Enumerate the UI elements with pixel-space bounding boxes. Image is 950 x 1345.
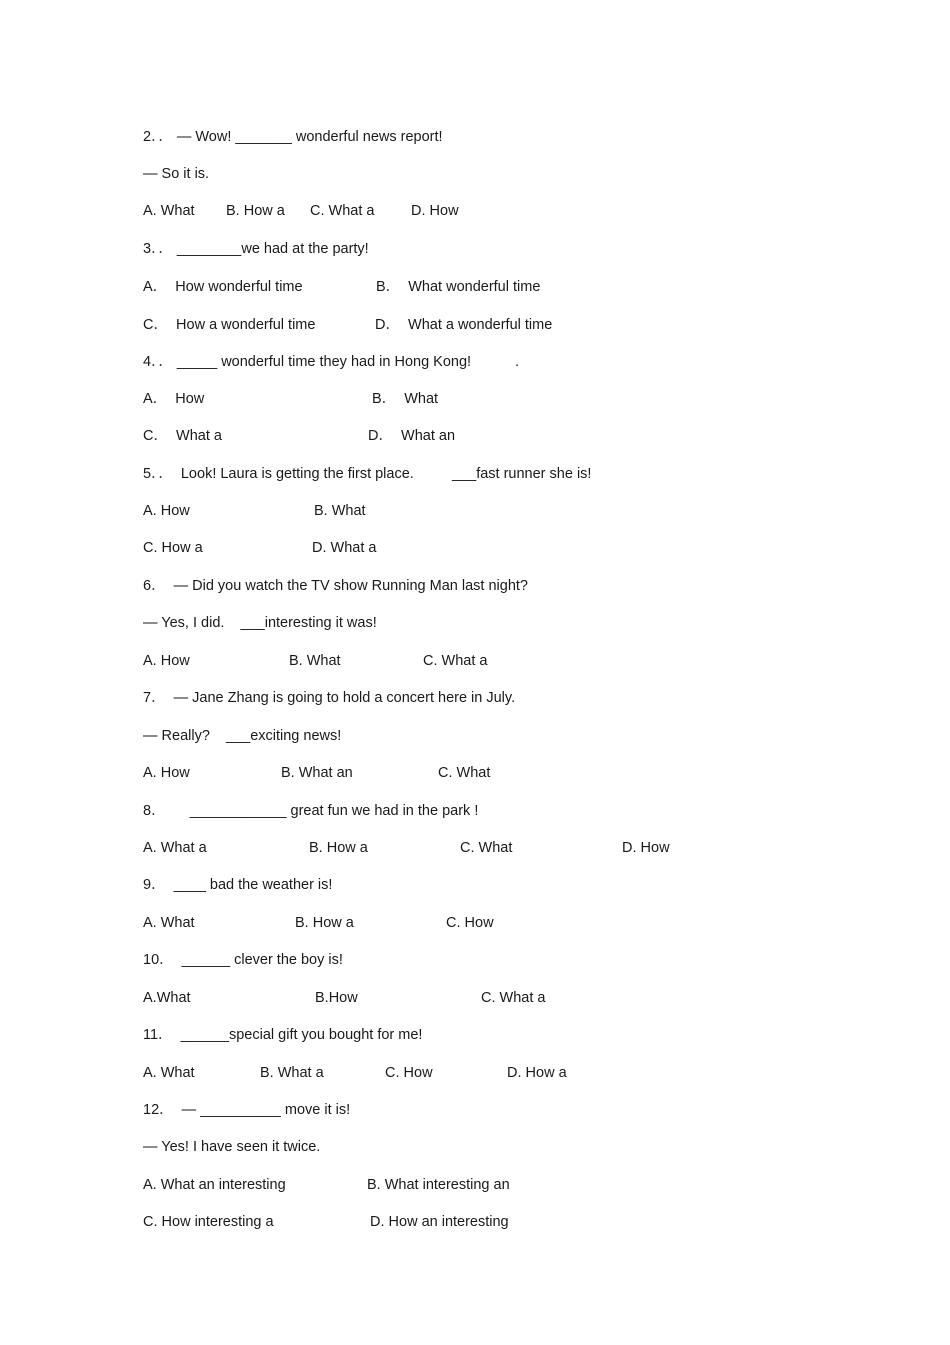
q2-stem: 2．． — Wow! _______ wonderful news report!	[143, 129, 443, 145]
q8-option-d: D. How	[622, 840, 670, 856]
q11-option-b: B. What a	[260, 1065, 324, 1081]
q2-option-a: A. What	[143, 203, 195, 219]
q4-option-d: D． What an	[368, 428, 456, 444]
q5-option-b: B. What	[314, 503, 366, 519]
q8-option-c: C. What	[460, 840, 513, 856]
q7-option-b: B. What an	[281, 765, 353, 781]
q9-option-b: B. How a	[295, 915, 354, 931]
q2-option-b: B. How a	[226, 203, 285, 219]
q12-option-a: A. What an interesting	[143, 1177, 286, 1193]
q10-stem: 10． ______ clever the boy is!	[143, 952, 343, 968]
q6-option-a: A. How	[143, 653, 190, 669]
q9-option-c: C. How	[446, 915, 494, 931]
q12-stem: 12． — __________ move it is!	[143, 1102, 351, 1118]
q9-option-a: A. What	[143, 915, 195, 931]
q3-stem: 3．． ________we had at the party!	[143, 241, 369, 257]
q6-option-c: C. What a	[423, 653, 488, 669]
q4-option-b: B． What	[372, 391, 439, 407]
q8-option-a: A. What a	[143, 840, 207, 856]
q8-stem: 8． ____________ great fun we had in the park !	[143, 803, 479, 819]
q10-option-a: A.What	[143, 990, 191, 1006]
q4-option-a: A． How	[143, 391, 205, 407]
q10-option-c: C. What a	[481, 990, 546, 1006]
q11-option-a: A. What	[143, 1065, 195, 1081]
q7-option-a: A. How	[143, 765, 190, 781]
q11-option-d: D. How a	[507, 1065, 567, 1081]
q8-option-b: B. How a	[309, 840, 368, 856]
q4-stem: 4．． _____ wonderful time they had in Hong Kong!	[143, 354, 472, 370]
q3-option-a: A． How wonderful time	[143, 279, 303, 295]
q4-option-c: C． What a	[143, 428, 222, 444]
q3-option-c: C． How a wonderful time	[143, 317, 316, 333]
q7-reply: — Really? ___exciting news!	[143, 728, 342, 744]
q5-option-c: C. How a	[143, 540, 203, 556]
q12-options-row-2	[143, 1213, 509, 1267]
q6-stem: 6． — Did you watch the TV show Running Man last night?	[143, 578, 528, 594]
q11-option-c: C. How	[385, 1065, 433, 1081]
q2-option-c: C. What a	[310, 203, 375, 219]
q5-stem: 5．． Look! Laura is getting the first place.	[143, 466, 414, 482]
q11-stem: 11． ______special gift you bought for me!	[143, 1027, 423, 1043]
q12-option-b: B. What interesting an	[367, 1177, 510, 1193]
q10-option-b: B.How	[315, 990, 358, 1006]
q7-option-c: C. What	[438, 765, 491, 781]
q3-option-d: D． What a wonderful time	[375, 317, 553, 333]
q2-reply: — So it is.	[143, 166, 210, 182]
q5-option-d: D. What a	[312, 540, 377, 556]
q4-trailing-mark: .	[515, 354, 520, 370]
q12-reply: — Yes! I have seen it twice.	[143, 1139, 321, 1155]
q12-option-d: D. How an interesting	[370, 1214, 509, 1230]
q6-option-b: B. What	[289, 653, 341, 669]
q7-stem: 7． — Jane Zhang is going to hold a concert here in July.	[143, 690, 516, 706]
q12-option-c: C. How interesting a	[143, 1214, 274, 1230]
q5-stem-end: ___fast runner she is!	[452, 466, 592, 482]
q5-option-a: A. How	[143, 503, 190, 519]
q2-option-d: D. How	[411, 203, 459, 219]
q3-option-b: B． What wonderful time	[376, 279, 541, 295]
q9-stem: 9． ____ bad the weather is!	[143, 877, 333, 893]
q6-reply: — Yes, I did. ___interesting it was!	[143, 615, 377, 631]
